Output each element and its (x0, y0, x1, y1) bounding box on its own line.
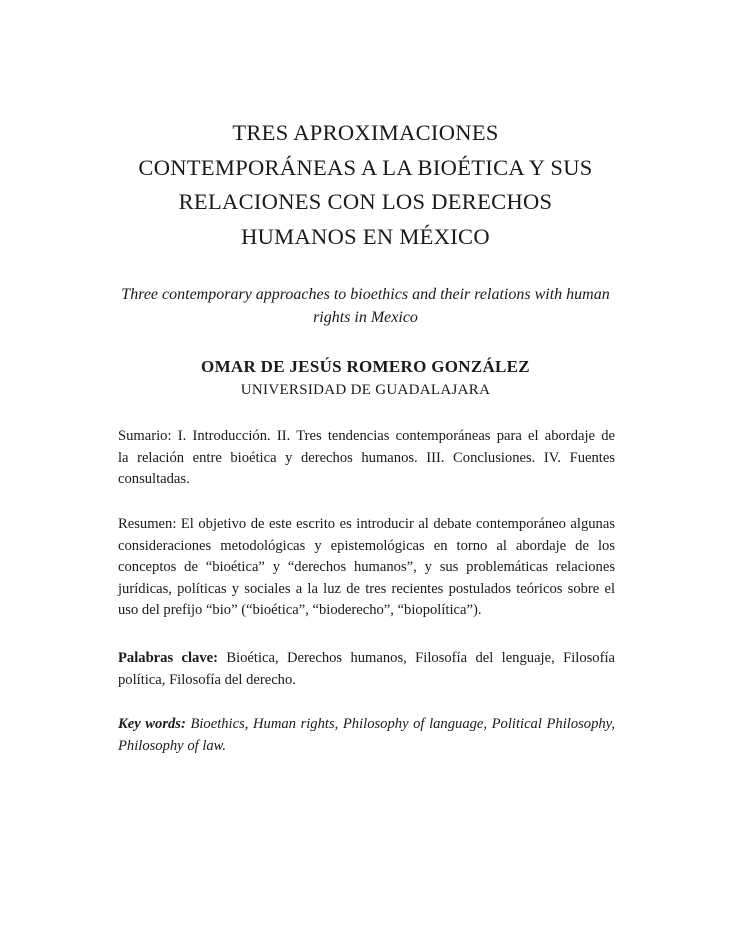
resumen-line: Resumen: El objetivo de este escrito es introducir al debate contemporáneo algunas (118, 516, 615, 532)
title-line: HUMANOS EN MÉXICO (241, 223, 490, 249)
resumen-line: jurídicas, políticas y sociales a la luz de tres recientes postulados teóricos sobre el (118, 580, 615, 597)
resumen-paragraph (118, 514, 615, 622)
title-line: TRES APROXIMACIONES (232, 120, 499, 145)
resumen-line: uso del prefijo “bio” (“bioética”, “bioderecho”, “biopolítica”). (118, 602, 482, 618)
title-line: RELACIONES CON LOS DERECHOS (178, 189, 553, 214)
sumario-line: Sumario: I. Introducción. II. Tres tendencias contemporáneas para el abordaje de (118, 428, 615, 444)
key-words-line (118, 714, 615, 736)
resumen-line: conceptos de “bioética” y “derechos humanos”, y sus problemáticas relaciones (118, 559, 615, 575)
key-words-label: Key words: (118, 716, 186, 732)
palabras-clave-label: Palabras clave: (118, 650, 218, 666)
sumario-paragraph (118, 426, 615, 491)
palabras-clave-text: Bioética, Derechos humanos, Filosofía del lenguaje, Filosofía (226, 650, 615, 666)
key-words-line: Philosophy of law. (118, 737, 226, 754)
palabras-clave-line: política, Filosofía del derecho. (118, 671, 296, 688)
author-affiliation: UNIVERSIDAD DE GUADALAJARA (240, 382, 491, 398)
sumario-line: la relación entre bioética y derechos humanos. III. Conclusiones. IV. Fuentes (118, 449, 615, 466)
subtitle-line: rights in Mexico (313, 309, 418, 326)
sumario-line: consultadas. (118, 471, 190, 487)
key-words-paragraph (118, 714, 615, 757)
author-name: OMAR DE JESÚS ROMERO GONZÁLEZ (201, 357, 530, 376)
document-title (100, 116, 631, 254)
key-words-text: Bioethics, Human rights, Philosophy of language, Political Philosophy, (190, 716, 616, 732)
title-line: CONTEMPORÁNEAS A LA BIOÉTICA Y SUS (138, 154, 593, 180)
subtitle-line: Three contemporary approaches to bioethics and their relations with human (121, 286, 610, 303)
english-subtitle (110, 283, 621, 329)
palabras-clave-line (118, 648, 615, 670)
palabras-clave-paragraph (118, 648, 615, 691)
resumen-line: consideraciones metodológicas y epistemológicas en torno al abordaje de los (118, 537, 615, 554)
